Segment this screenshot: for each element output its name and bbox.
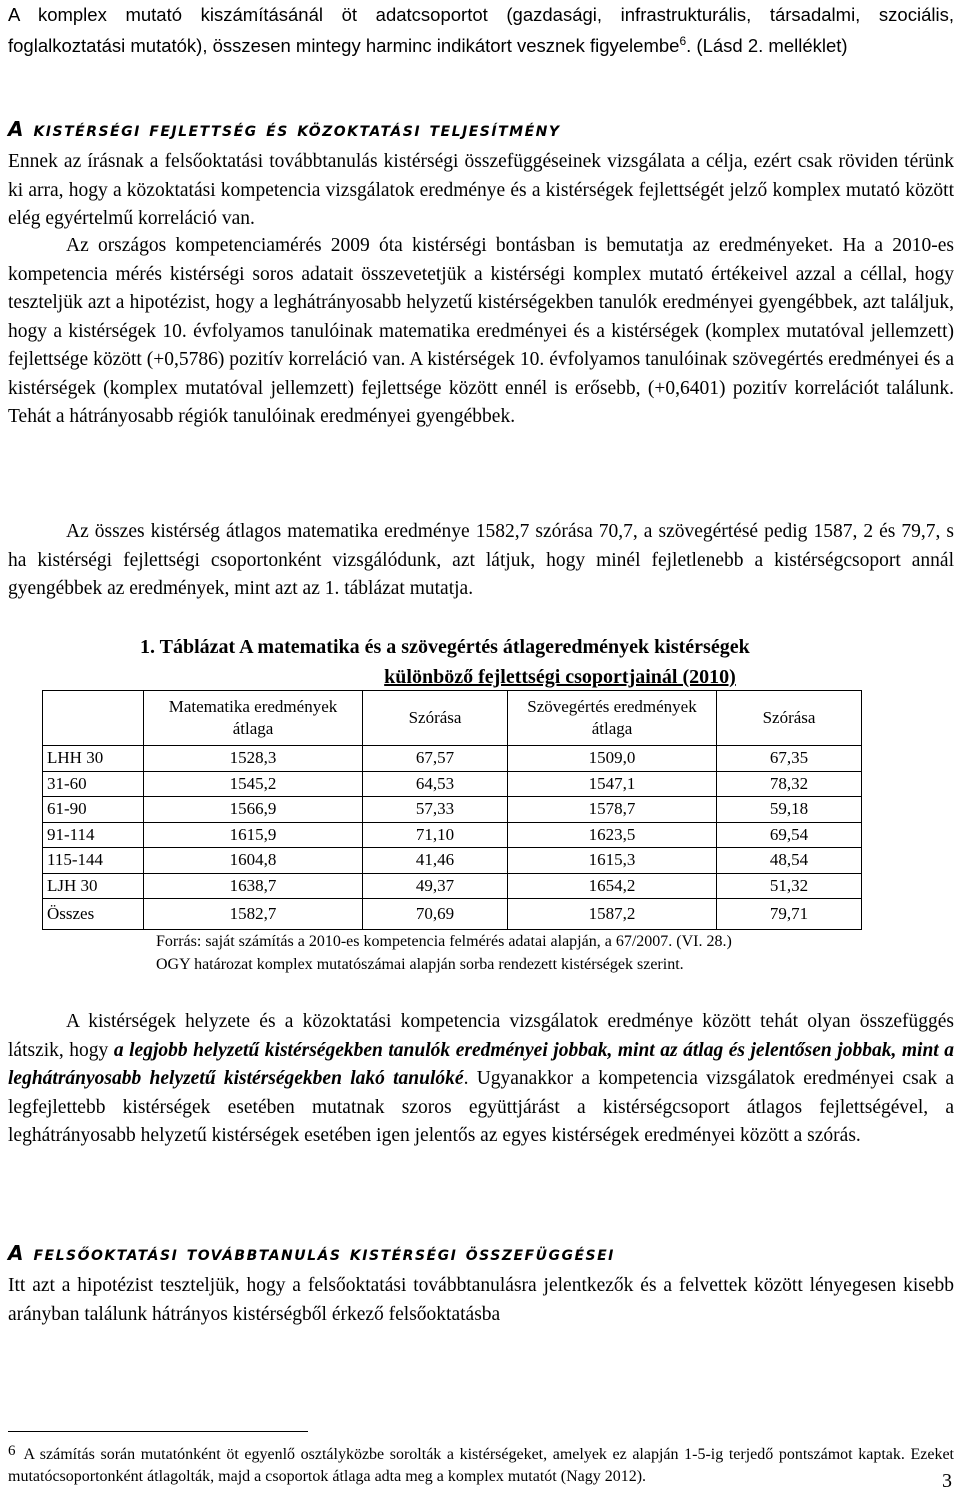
table-row bbox=[43, 797, 862, 823]
table-cell: 115-144 bbox=[43, 848, 144, 874]
table-cell: 64,53 bbox=[363, 771, 508, 797]
table-caption-line2: különböző fejlettségi csoportjainál (2010) bbox=[384, 666, 736, 688]
paragraph-intro bbox=[8, 2, 954, 59]
table-cell: LHH 30 bbox=[43, 746, 144, 772]
table-cell: 1578,7 bbox=[508, 797, 717, 823]
table-header-cell: Szövegértés eredmények átlaga bbox=[508, 691, 717, 746]
table-cell: 1545,2 bbox=[144, 771, 363, 797]
footnote bbox=[8, 1440, 954, 1488]
table-cell: 41,46 bbox=[363, 848, 508, 874]
table-row bbox=[43, 873, 862, 899]
footnote-text: A számítás során mutatónként öt egyenlő osztályközbe sorolták a kistérségeket, amelyek ez alapján 1-5-ig terjedő pontszámot kaptak. Ezeket mutatócsoportonként átlagolták, majd a csoportok átlaga adta meg a komplex mutatót (Nagy 2012). bbox=[8, 1446, 954, 1485]
table-cell: 79,71 bbox=[717, 899, 862, 930]
table-row bbox=[43, 848, 862, 874]
section-heading-kisterségi-fejlettseg: A kistérségi fejlettség és közoktatási teljesítmény bbox=[8, 117, 561, 141]
table-cell: 78,32 bbox=[717, 771, 862, 797]
table-cell: 1615,3 bbox=[508, 848, 717, 874]
table-cell: 69,54 bbox=[717, 822, 862, 848]
table-cell: 48,54 bbox=[717, 848, 862, 874]
table-row bbox=[43, 771, 862, 797]
footnote-divider bbox=[8, 1431, 308, 1432]
table-header-cell bbox=[43, 691, 144, 746]
section-heading-felsooktatasi: A felsőoktatási továbbtanulás kistérségi összefüggései bbox=[8, 1241, 615, 1265]
table-cell: 51,32 bbox=[717, 873, 862, 899]
table-cell: 57,33 bbox=[363, 797, 508, 823]
table-cell: 1587,2 bbox=[508, 899, 717, 930]
paragraph-hypothesis: Itt azt a hipotézist teszteljük, hogy a felsőoktatási továbbtanulásra jelentkezők és a felvettek között lényegesen kisebb arányban találunk hátrányos kistérségből érkező felsőoktatásba bbox=[8, 1275, 954, 1325]
table-header-cell: Szórása bbox=[363, 691, 508, 746]
table-cell: 1582,7 bbox=[144, 899, 363, 930]
table-header-row bbox=[43, 691, 862, 746]
paragraph-conclusion-end: . Ugyanakkor a kompetencia vizsgálatok eredményei csak a legfejlettebb kistérségek esetében mutatnak szoros együttjárást a kistérségcsoport átlagos fejlettségével, a leghátrányosabb helyzetű kistérségek esetében igen jelentős az egyes kistérségek eredményei között a szórás. bbox=[8, 1068, 954, 1146]
paragraph-conclusion-start: A kistérségek helyzete és a közoktatási kompetencia vizsgálatok eredménye között tehát olyan összefüggés látszik, hogy bbox=[8, 1011, 954, 1061]
footnote-reference[interactable]: 6 bbox=[679, 34, 687, 48]
table-row bbox=[43, 822, 862, 848]
paragraph-conclusion-emphasis: a legjobb helyzetű kistérségekben tanulók eredményei jobbak, mint az átlag és jelentősen jobbak, mint a leghátrányosabb helyzetű kistérségekben lakó tanulóké bbox=[8, 1039, 955, 1089]
table-cell: 1638,7 bbox=[144, 873, 363, 899]
table-cell: 1654,2 bbox=[508, 873, 717, 899]
table-cell: 1604,8 bbox=[144, 848, 363, 874]
table-cell: 71,10 bbox=[363, 822, 508, 848]
table-cell: 31-60 bbox=[43, 771, 144, 797]
table-source-line2: OGY határozat komplex mutatószámai alapján sorba rendezett kistérségek szerint. bbox=[156, 955, 684, 973]
table-header-cell: Szórása bbox=[717, 691, 862, 746]
table-caption-line1: 1. Táblázat A matematika és a szövegértés átlageredmények kistérségek bbox=[140, 636, 750, 658]
table-cell: 1623,5 bbox=[508, 822, 717, 848]
table-total-row bbox=[43, 899, 862, 930]
paragraph-averages: Az összes kistérség átlagos matematika eredménye 1582,7 szórása 70,7, a szövegértésé pedig 1587, 2 és 79,7, s ha kistérségi fejlettségi csoportonként vizsgálódunk, azt látjuk, hogy minél fejletlenebb a kistérségcsoport annál gyengébbek az eredmények, mint azt az 1. táblázat mutatja. bbox=[8, 521, 954, 599]
table-cell: LJH 30 bbox=[43, 873, 144, 899]
table-cell: 70,69 bbox=[363, 899, 508, 930]
table-cell: 1528,3 bbox=[144, 746, 363, 772]
table-source bbox=[156, 931, 956, 976]
table-cell: 59,18 bbox=[717, 797, 862, 823]
paragraph-conclusion bbox=[8, 1008, 954, 1151]
paragraph-purpose: Ennek az írásnak a felsőoktatási továbbtanulás kistérségi összefüggéseinek vizsgálata a célja, ezért csak röviden térünk ki arra, hogy a közoktatási kompetencia vizsgálatok eredménye és a kistérségek fejlettségét jelző komplex mutató között elég egyértelmű korreláció van. bbox=[8, 151, 954, 229]
table-caption bbox=[140, 632, 940, 692]
table-cell: 49,37 bbox=[363, 873, 508, 899]
table-cell: 1615,9 bbox=[144, 822, 363, 848]
paragraph-intro-text: A komplex mutató kiszámításánál öt adatcsoportot (gazdasági, infrastrukturális, társadalmi, szociális, foglalkoztatási mutatók), összesen mintegy harminc indikátort vesznek figyelembe bbox=[8, 4, 954, 57]
table-cell: 67,57 bbox=[363, 746, 508, 772]
table-cell: 1509,0 bbox=[508, 746, 717, 772]
paragraph-competency: Az országos kompetenciamérés 2009 óta kistérségi bontásban is bemutatja az eredményeket. Ha a 2010-es kompetencia mérés kistérségi soros adatait összevetetjük a kistérségi komplex mutató értékeivel azzal a céllal, hogy teszteljük azt a hipotézist, hogy a leghátrányosabb helyzetű kistérségekben tanulók eredményei gyengébbek, azt találjuk, hogy a kistérségek 10. évfolyamos tanulóinak matematika eredményei és a kistérségek (komplex mutatóval jellemzett) fejlettsége között (+0,5786) pozitív korreláció van. A kistérségek 10. évfolyamos tanulóinak szövegértés eredményei és a kistérségek (komplex mutatóval jellemzett) fejlettsége között ennél is erősebb, (+0,6401) pozitív korrelációt találunk. Tehát a hátrányosabb régiók tanulóinak eredményei gyengébbek. bbox=[8, 235, 954, 427]
table-cell: Összes bbox=[43, 899, 144, 930]
table-source-line1: Forrás: saját számítás a 2010-es kompetencia felmérés adatai alapján, a 67/2007. (VI. 28.) bbox=[156, 933, 732, 950]
table-cell: 1566,9 bbox=[144, 797, 363, 823]
table-header-cell: Matematika eredmények átlaga bbox=[144, 691, 363, 746]
results-table bbox=[42, 690, 862, 930]
table-row bbox=[43, 746, 862, 772]
table-cell: 61-90 bbox=[43, 797, 144, 823]
paragraph-intro-text-after: . (Lásd 2. melléklet) bbox=[686, 35, 848, 57]
table-cell: 67,35 bbox=[717, 746, 862, 772]
footnote-mark: 6 bbox=[8, 1443, 16, 1459]
page-number: 3 bbox=[942, 1470, 952, 1492]
table-cell: 91-114 bbox=[43, 822, 144, 848]
table-cell: 1547,1 bbox=[508, 771, 717, 797]
